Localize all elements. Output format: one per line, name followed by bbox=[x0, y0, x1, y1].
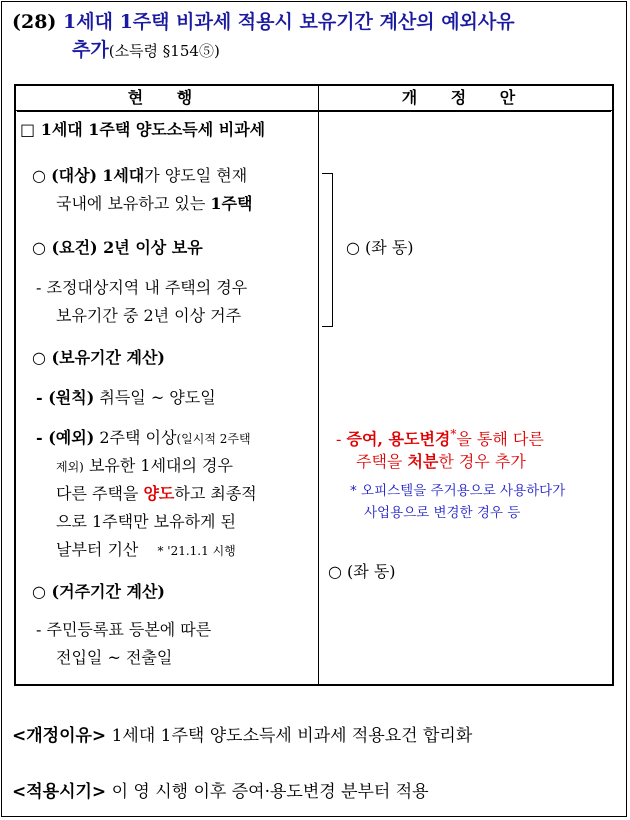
subject-label: (대상) bbox=[51, 166, 98, 185]
exception-label: - (예외) bbox=[36, 428, 95, 447]
exception-small: (일시적 2주택 bbox=[176, 432, 251, 446]
subject-household: 1세대 bbox=[102, 166, 145, 185]
right-amend-line2 bbox=[356, 448, 526, 476]
amend-line2-a: 주택을 bbox=[356, 452, 403, 471]
residence-text: (거주기간 계산) bbox=[51, 582, 165, 601]
exception-line5-text: 날부터 기산 bbox=[56, 540, 139, 559]
subject-one-house: 1주택 bbox=[210, 194, 253, 213]
bullet-circle: ○ bbox=[32, 348, 46, 367]
right-same1: ○ (좌 동) bbox=[346, 238, 414, 257]
left-exception-line1 bbox=[36, 424, 251, 453]
amend-gift-conversion: 증여, 용도변경 bbox=[346, 429, 451, 449]
amend-line2-b: 한 경우 추가 bbox=[438, 452, 526, 471]
exception-transfer: 양도 bbox=[143, 484, 175, 503]
bullet-circle: ○ bbox=[32, 166, 46, 185]
subject-text: 가 양도일 현재 bbox=[144, 166, 248, 185]
exception-line3-a: 다른 주택을 bbox=[56, 484, 139, 503]
left-exception-line4: 으로 1주택만 보유하게 된 bbox=[56, 512, 236, 531]
title-line1: 1세대 1주택 비과세 적용시 보유기간 계산의 예외사유 bbox=[63, 11, 515, 33]
exception-note: * '21.1.1 시행 bbox=[157, 544, 236, 558]
left-subject-line1 bbox=[32, 162, 247, 190]
amend-dash: - bbox=[336, 429, 342, 449]
exception-line2-text: 보유한 1세대의 경우 bbox=[88, 456, 233, 475]
left-requirement bbox=[32, 234, 203, 262]
bullet-circle: ○ bbox=[32, 582, 46, 601]
effective-text: 이 영 시행 이후 증여·용도변경 분부터 적용 bbox=[111, 782, 429, 802]
left-principle bbox=[36, 384, 216, 412]
effective-row bbox=[12, 778, 429, 806]
header-current: 현 행 bbox=[127, 88, 207, 107]
left-section-head: □ 1세대 1주택 양도소득세 비과세 bbox=[20, 120, 266, 139]
title-reference: (소득령 §154⑤) bbox=[108, 42, 220, 60]
comparison-table bbox=[14, 84, 614, 686]
section-number: (28) bbox=[12, 11, 57, 33]
column-divider bbox=[318, 86, 319, 684]
exception-line3-b: 하고 최종적 bbox=[174, 484, 257, 503]
left-requirement-sub2: 보유기간 중 2년 이상 거주 bbox=[56, 306, 242, 325]
left-residence-head bbox=[32, 578, 165, 606]
principle-text: 취득일 ~ 양도일 bbox=[99, 388, 216, 407]
left-requirement-sub1: - 조정대상지역 내 주택의 경우 bbox=[36, 278, 248, 297]
title-line2: 추가 bbox=[72, 39, 109, 61]
left-residence-sub2: 전입일 ~ 전출일 bbox=[56, 648, 173, 667]
reason-row bbox=[12, 722, 472, 750]
amend-star: * bbox=[450, 427, 457, 441]
bullet-circle: ○ bbox=[32, 238, 46, 257]
requirement-text: (요건) 2년 이상 보유 bbox=[51, 238, 203, 257]
header-proposed: 개 정 안 bbox=[401, 88, 530, 107]
subject-line2-text: 국내에 보유하고 있는 bbox=[56, 194, 206, 213]
calc-text: (보유기간 계산) bbox=[51, 348, 165, 367]
section-title bbox=[12, 8, 515, 61]
table-header bbox=[16, 86, 612, 111]
bracket-mark bbox=[322, 173, 333, 327]
amend-disposal: 처분 bbox=[407, 452, 439, 471]
left-residence-sub1: - 주민등록표 등본에 따른 bbox=[36, 620, 212, 639]
amend-text: 을 통해 다른 bbox=[456, 429, 544, 449]
left-exception-line5 bbox=[56, 536, 236, 565]
reason-text: 1세대 1주택 양도소득세 비과세 적용요건 합리화 bbox=[111, 726, 473, 746]
left-calc-head bbox=[32, 344, 165, 372]
reason-label: <개정이유> bbox=[12, 726, 107, 746]
right-same2: ○ (좌 동) bbox=[328, 562, 396, 581]
exception-small2: 제외) bbox=[56, 460, 84, 474]
left-exception-line3 bbox=[56, 480, 257, 508]
left-exception-line2 bbox=[56, 452, 233, 481]
left-subject-line2 bbox=[56, 190, 252, 218]
exception-text: 2주택 이상 bbox=[99, 428, 177, 447]
right-note-line1: * 오피스텔을 주거용으로 사용하다가 bbox=[350, 483, 566, 499]
right-note-line2: 사업용으로 변경한 경우 등 bbox=[364, 505, 521, 521]
effective-label: <적용시기> bbox=[12, 782, 107, 802]
principle-label: - (원칙) bbox=[36, 388, 95, 407]
